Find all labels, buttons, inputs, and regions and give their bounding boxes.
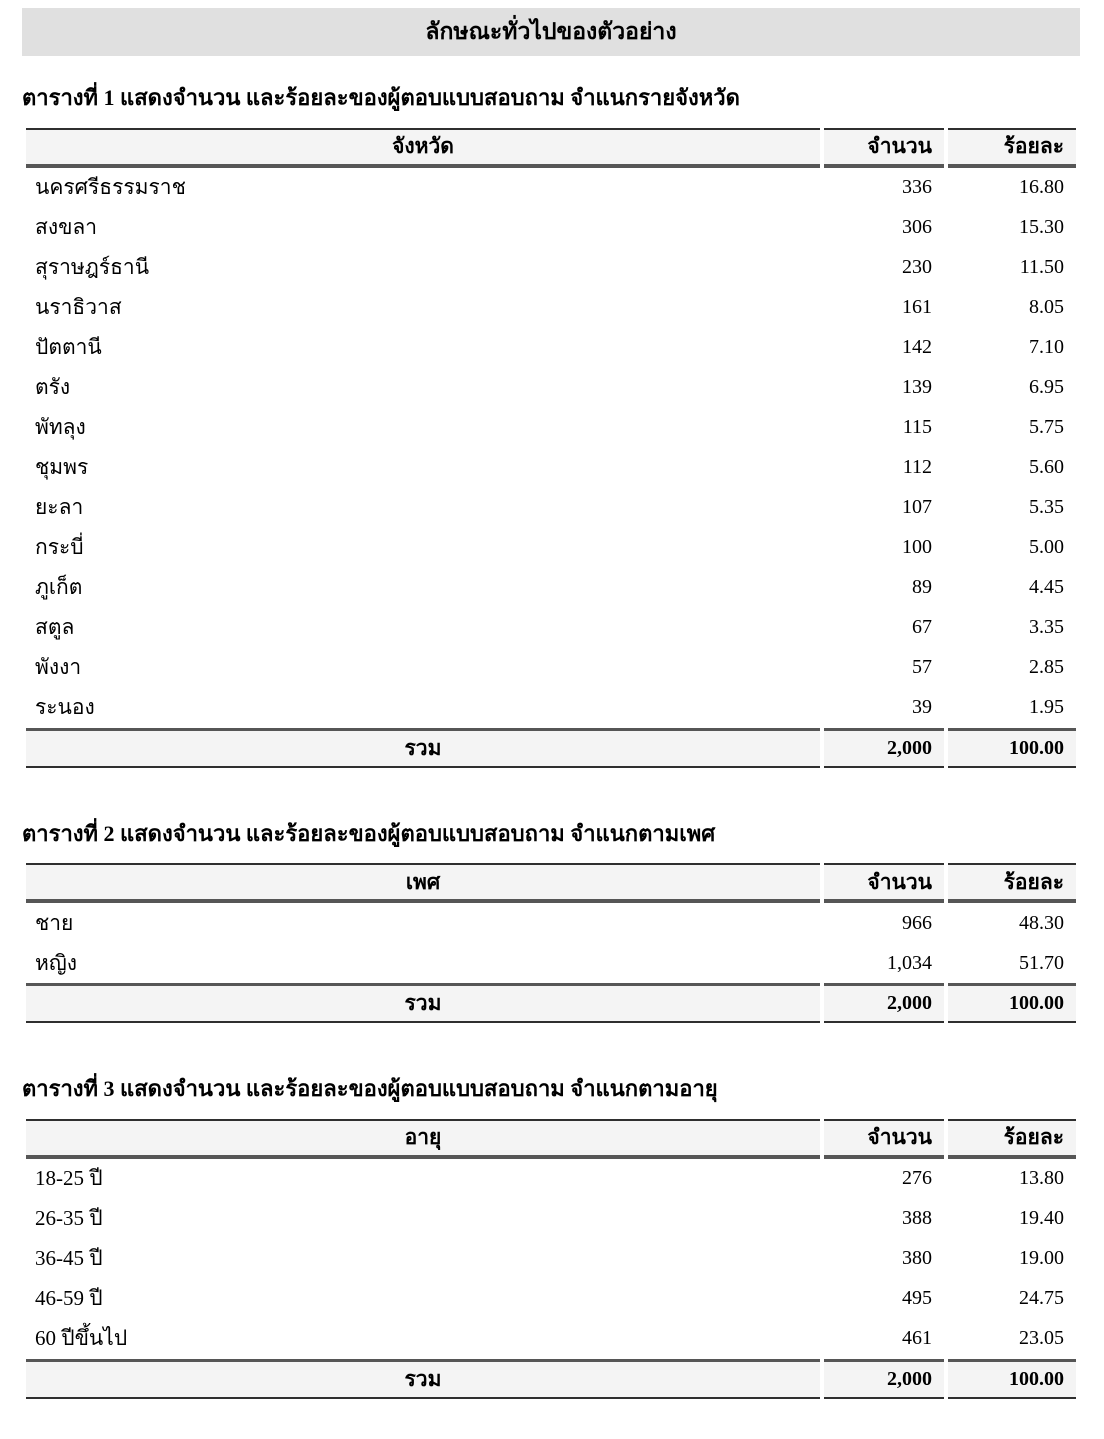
section-header-bar <box>22 8 1080 56</box>
row-percent: 48.30 <box>1019 911 1064 934</box>
table-row <box>26 648 1076 688</box>
total-label: รวม <box>26 1359 820 1399</box>
table-provinces <box>22 128 1080 768</box>
row-count: 276 <box>902 1167 932 1190</box>
row-percent: 5.00 <box>1029 536 1064 559</box>
row-percent: 13.80 <box>1019 1167 1064 1190</box>
table-row <box>26 903 1076 943</box>
row-count: 100 <box>902 536 932 559</box>
column-header-percent: ร้อยละ <box>948 128 1076 168</box>
total-percent: 100.00 <box>948 728 1076 768</box>
table-row <box>26 943 1076 983</box>
table-row <box>26 288 1076 328</box>
table-row <box>26 1279 1076 1319</box>
table-header-row <box>26 128 1076 168</box>
total-label: รวม <box>26 983 820 1023</box>
row-count: 966 <box>902 911 932 934</box>
row-label: ตรัง <box>35 375 71 400</box>
total-count: 2,000 <box>824 983 944 1023</box>
row-count: 161 <box>902 296 932 319</box>
row-percent: 8.05 <box>1029 296 1064 319</box>
column-header-percent: ร้อยละ <box>948 863 1076 903</box>
row-percent: 19.00 <box>1019 1247 1064 1270</box>
table-gender <box>22 863 1080 1023</box>
column-header-count: จำนวน <box>824 128 944 168</box>
row-percent: 7.10 <box>1029 336 1064 359</box>
column-header-percent: ร้อยละ <box>948 1119 1076 1159</box>
column-header-count: จำนวน <box>824 863 944 903</box>
table-row <box>26 688 1076 728</box>
column-header-category: อายุ <box>26 1119 820 1159</box>
row-count: 230 <box>902 256 932 279</box>
row-percent: 3.35 <box>1029 616 1064 639</box>
total-label: รวม <box>26 728 820 768</box>
row-label: นราธิวาส <box>35 295 122 320</box>
row-count: 306 <box>902 216 932 239</box>
row-percent: 15.30 <box>1019 216 1064 239</box>
row-label: 60 ปีขึ้นไป <box>35 1326 128 1351</box>
table-row <box>26 608 1076 648</box>
table1-title: ตารางที่ 1 แสดงจำนวน และร้อยละของผู้ตอบแบบสอบถาม จำแนกรายจังหวัด <box>22 85 740 110</box>
row-count: 388 <box>902 1207 932 1230</box>
row-count: 1,034 <box>887 951 932 974</box>
table-row <box>26 248 1076 288</box>
total-percent: 100.00 <box>948 1359 1076 1399</box>
table-age <box>22 1119 1080 1399</box>
row-label: พัทลุง <box>35 415 86 440</box>
row-percent: 16.80 <box>1019 176 1064 199</box>
total-row <box>26 1359 1076 1399</box>
row-count: 461 <box>902 1327 932 1350</box>
row-percent: 19.40 <box>1019 1207 1064 1230</box>
total-count: 2,000 <box>824 1359 944 1399</box>
table-row <box>26 1199 1076 1239</box>
total-row <box>26 983 1076 1023</box>
row-percent: 5.60 <box>1029 456 1064 479</box>
table3-title: ตารางที่ 3 แสดงจำนวน และร้อยละของผู้ตอบแบบสอบถาม จำแนกตามอายุ <box>22 1076 718 1102</box>
column-header-category: เพศ <box>26 863 820 903</box>
row-label: นครศรีธรรมราช <box>35 175 186 200</box>
table-row <box>26 488 1076 528</box>
row-label: หญิง <box>35 950 77 975</box>
row-percent: 5.75 <box>1029 416 1064 439</box>
row-count: 115 <box>902 416 932 439</box>
row-count: 67 <box>912 616 932 639</box>
table-row <box>26 1239 1076 1279</box>
row-percent: 23.05 <box>1019 1327 1064 1350</box>
table-row <box>26 168 1076 208</box>
total-percent: 100.00 <box>948 983 1076 1023</box>
row-percent: 4.45 <box>1029 576 1064 599</box>
section-header-title: ลักษณะทั่วไปของตัวอย่าง <box>425 19 677 44</box>
table-row <box>26 408 1076 448</box>
table-header-row <box>26 863 1076 903</box>
row-count: 107 <box>902 496 932 519</box>
row-label: ยะลา <box>35 495 84 520</box>
row-label: สุราษฎร์ธานี <box>35 255 150 280</box>
row-label: ภูเก็ต <box>35 575 83 600</box>
table-row <box>26 528 1076 568</box>
column-header-category: จังหวัด <box>26 128 820 168</box>
total-count: 2,000 <box>824 728 944 768</box>
row-label: ชุมพร <box>35 455 89 480</box>
row-label: 26-35 ปี <box>35 1206 103 1231</box>
row-percent: 6.95 <box>1029 376 1064 399</box>
row-label: ปัตตานี <box>35 335 102 360</box>
row-label: สงขลา <box>35 215 98 240</box>
table-row <box>26 448 1076 488</box>
row-percent: 2.85 <box>1029 656 1064 679</box>
row-count: 139 <box>902 376 932 399</box>
table-row <box>26 328 1076 368</box>
total-row <box>26 728 1076 768</box>
table-row <box>26 568 1076 608</box>
row-count: 336 <box>902 176 932 199</box>
row-count: 380 <box>902 1247 932 1270</box>
row-percent: 51.70 <box>1019 951 1064 974</box>
row-label: ระนอง <box>35 695 95 720</box>
row-percent: 24.75 <box>1019 1287 1064 1310</box>
column-header-count: จำนวน <box>824 1119 944 1159</box>
row-label: 18-25 ปี <box>35 1166 103 1191</box>
row-count: 57 <box>912 656 932 679</box>
row-label: 46-59 ปี <box>35 1286 103 1311</box>
table-row <box>26 1159 1076 1199</box>
table2-title: ตารางที่ 2 แสดงจำนวน และร้อยละของผู้ตอบแบบสอบถาม จำแนกตามเพศ <box>22 820 716 846</box>
table-header-row <box>26 1119 1076 1159</box>
table-row <box>26 368 1076 408</box>
table-row <box>26 208 1076 248</box>
row-count: 142 <box>902 336 932 359</box>
row-count: 89 <box>912 576 932 599</box>
row-percent: 5.35 <box>1029 496 1064 519</box>
row-label: กระบี่ <box>35 535 84 560</box>
row-label: สตูล <box>35 615 75 640</box>
table-row <box>26 1319 1076 1359</box>
row-label: 36-45 ปี <box>35 1246 103 1271</box>
row-label: ชาย <box>35 910 74 935</box>
row-percent: 11.50 <box>1019 256 1064 279</box>
row-label: พังงา <box>35 655 82 680</box>
row-count: 495 <box>902 1287 932 1310</box>
row-count: 39 <box>912 696 932 719</box>
row-percent: 1.95 <box>1029 696 1064 719</box>
row-count: 112 <box>902 456 932 479</box>
